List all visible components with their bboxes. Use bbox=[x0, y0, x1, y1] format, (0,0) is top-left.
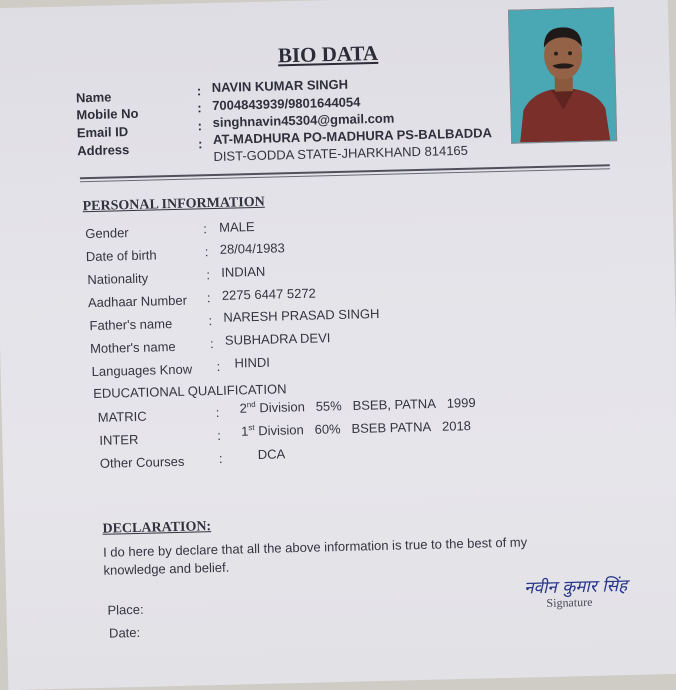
colon: : bbox=[204, 244, 209, 260]
email-label: Email ID bbox=[76, 124, 129, 141]
colon: : bbox=[196, 83, 202, 99]
colon: : bbox=[206, 267, 211, 283]
languages-value: HINDI bbox=[234, 354, 271, 371]
declaration-text: I do here by declare that all the above information is true to the best of my knowledge and belief. bbox=[102, 534, 528, 578]
page-title: BIO DATA bbox=[277, 40, 379, 68]
colon: : bbox=[197, 100, 202, 116]
other-courses-label: Other Courses bbox=[99, 453, 185, 471]
email-value: singhnavin45304@gmail.com bbox=[212, 110, 395, 130]
father-name-label: Father's name bbox=[89, 316, 173, 334]
colon: : bbox=[209, 336, 214, 352]
aadhaar-value: 2275 6447 5272 bbox=[221, 285, 316, 303]
education-heading: EDUCATIONAL QUALIFICATION bbox=[93, 381, 287, 401]
name-value: NAVIN KUMAR SINGH bbox=[211, 76, 349, 96]
mother-name-label: Mother's name bbox=[89, 338, 176, 357]
signature-handwritten: नवीन कुमार सिंह bbox=[523, 576, 628, 599]
colon: : bbox=[216, 358, 221, 374]
matric-label: MATRIC bbox=[97, 408, 147, 425]
mother-name-value: SUBHADRA DEVI bbox=[224, 330, 331, 348]
personal-info-heading: PERSONAL INFORMATION bbox=[82, 194, 265, 215]
gender-value: MALE bbox=[219, 219, 255, 235]
colon: : bbox=[206, 290, 211, 306]
inter-details: 1st Division 60% BSEB PATNA 2018 bbox=[240, 418, 472, 439]
declaration-heading: DECLARATION: bbox=[102, 519, 212, 537]
nationality-label: Nationality bbox=[87, 270, 149, 288]
inter-label: INTER bbox=[99, 431, 139, 448]
mobile-label: Mobile No bbox=[76, 105, 139, 123]
other-courses-value: DCA bbox=[257, 446, 286, 462]
dob-value: 28/04/1983 bbox=[219, 240, 285, 257]
profile-photo bbox=[508, 7, 617, 144]
colon: : bbox=[217, 427, 222, 443]
colon: : bbox=[208, 313, 213, 329]
colon: : bbox=[197, 118, 203, 134]
place-label: Place: bbox=[107, 601, 144, 618]
matric-details: 2nd Division 55% BSEB, PATNA 1999 bbox=[239, 394, 476, 416]
gender-label: Gender bbox=[85, 225, 129, 242]
colon: : bbox=[203, 221, 208, 237]
name-label: Name bbox=[75, 89, 112, 106]
languages-label: Languages Know bbox=[91, 361, 193, 380]
colon: : bbox=[218, 450, 223, 466]
dob-label: Date of birth bbox=[85, 247, 157, 265]
colon: : bbox=[197, 136, 203, 152]
father-name-value: NARESH PRASAD SINGH bbox=[223, 305, 380, 325]
address-label: Address bbox=[77, 142, 130, 159]
date-label: Date: bbox=[108, 624, 141, 641]
address-line-2: DIST-GODDA STATE-JHARKHAND 814165 bbox=[213, 142, 469, 164]
aadhaar-label: Aadhaar Number bbox=[87, 292, 188, 311]
signature-caption: Signature bbox=[546, 594, 593, 610]
address-line-1: AT-MADHURA PO-MADHURA PS-BALBADDA bbox=[212, 125, 493, 147]
header-divider bbox=[80, 164, 610, 179]
mobile-value: 7004843939/9801644054 bbox=[212, 94, 361, 114]
nationality-value: INDIAN bbox=[221, 263, 266, 280]
colon: : bbox=[215, 404, 220, 421]
